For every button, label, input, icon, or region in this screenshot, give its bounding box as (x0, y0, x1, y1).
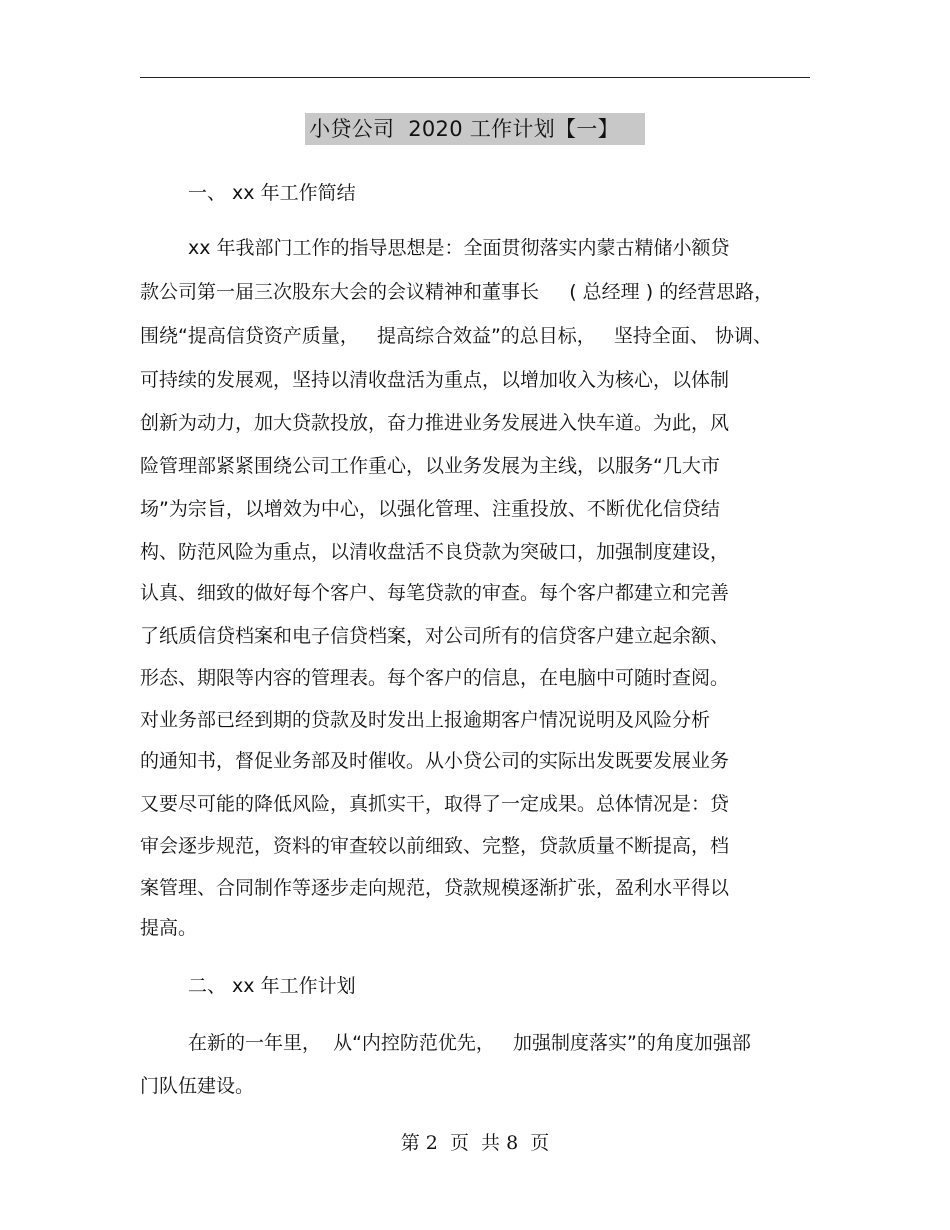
title-block (0, 113, 950, 145)
paragraph-line: 创新为动力，加大贷款投放，奋力推进业务发展进入快车道。为此，风 (140, 412, 730, 434)
section-heading-1: 一、 xx 年工作简结 (188, 182, 356, 204)
paragraph-line: 构、防范风险为重点，以清收盘活不良贷款为突破口，加强制度建设， (140, 541, 730, 563)
paragraph-line: 又要尽可能的降低风险，真抓实干，取得了一定成果。总体情况是：贷 (140, 793, 730, 815)
paragraph-line: 案管理、合同制作等逐步走向规范，贷款规模逐渐扩张，盈利水平得以 (140, 877, 730, 899)
paragraph-line: 在新的一年里， 从“内控防范优先， 加强制度落实”的角度加强部 (188, 1032, 751, 1054)
paragraph-line: xx 年我部门工作的指导思想是：全面贯彻落实内蒙古精储小额贷 (188, 237, 730, 259)
paragraph-line: 场”为宗旨，以增效为中心，以强化管理、注重投放、不断优化信贷结 (140, 498, 720, 520)
paragraph-line: 款公司第一届三次股东大会的会议精神和董事长 ( 总经理 ) 的经营思路， (140, 281, 774, 303)
paragraph-line: 认真、细致的做好每个客户、每笔贷款的审查。每个客户都建立和完善 (140, 582, 730, 604)
paragraph-line: 了纸质信贷档案和电子信贷档案，对公司所有的信贷客户建立起余额、 (140, 625, 730, 647)
paragraph-line: 提高。 (140, 917, 198, 939)
header-rule (140, 77, 810, 78)
paragraph-line: 险管理部紧紧围绕公司工作重心，以业务发展为主线，以服务“几大市 (140, 455, 720, 477)
section-heading-2: 二、 xx 年工作计划 (188, 975, 356, 997)
paragraph-line: 形态、期限等内容的管理表。每个客户的信息，在电脑中可随时查阅。 (140, 667, 730, 689)
page-number-footer: 第 2 页 共 8 页 (400, 1132, 550, 1154)
paragraph-line: 审会逐步规范，资料的审查较以前细致、完整，贷款质量不断提高，档 (140, 835, 730, 857)
paragraph-line: 门队伍建设。 (140, 1075, 255, 1097)
paragraph-line: 可持续的发展观，坚持以清收盘活为重点，以增加收入为核心，以体制 (140, 369, 730, 391)
document-title: 小贷公司 2020 工作计划【一】 (305, 113, 645, 145)
paragraph-line: 的通知书，督促业务部及时催收。从小贷公司的实际出发既要发展业务 (140, 750, 730, 772)
paragraph-line: 围绕“提高信贷资产质量， 提高综合效益”的总目标， 坚持全面、 协调、 (140, 325, 772, 347)
paragraph-line: 对业务部已经到期的贷款及时发出上报逾期客户情况说明及风险分析 (140, 709, 711, 731)
